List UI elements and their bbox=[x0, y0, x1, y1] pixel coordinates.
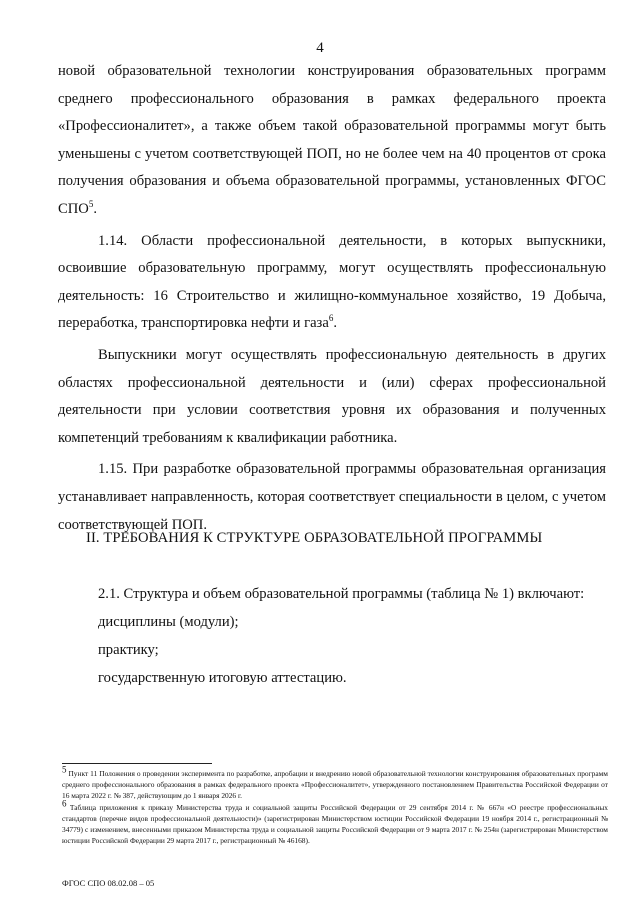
paragraph-1-15: 1.15. При разработке образовательной программы образовательная организация устанавливает направленность, которая соответствует специальности в целом, с учетом соответствующей ПОП. bbox=[58, 461, 606, 533]
paragraph-text: 1.14. Области профессиональной деятельности, в которых выпускники, освоившие образовательную программу, могут осуществлять профессиональную деятельность: 16 Строительство и жилищно-коммунальное хозяйство, 19 Добыча, переработка, транспортировка нефти и газа bbox=[58, 232, 606, 332]
list-item: государственную итоговую аттестацию. bbox=[98, 670, 347, 686]
footnote-ref-5: 5 bbox=[88, 199, 94, 210]
paragraph-1-14: 1.14. Области профессиональной деятельности, в которых выпускники, освоившие образовательную программу, могут осуществлять профессиональную деятельность: 16 Строительство и жилищно-коммунальное хозяйство, 19 Добыча, переработка, транспортировка нефти и газа$^6$. bbox=[58, 232, 606, 332]
structure-list bbox=[98, 580, 618, 692]
section-heading: II. ТРЕБОВАНИЯ К СТРУКТУРЕ ОБРАЗОВАТЕЛЬНОЙ ПРОГРАММЫ bbox=[86, 530, 543, 546]
list-item: дисциплины (модули); bbox=[98, 614, 239, 630]
list-intro: 2.1. Структура и объем образовательной программы (таблица № 1) включают: bbox=[98, 586, 585, 602]
paragraph-graduates: Выпускники могут осуществлять профессиональную деятельность в других областях профессиональной деятельности и (или) сферах профессиональной деятельности при условии соответствия уровня их образования и полученных компетенций требованиям к квалификации работника. bbox=[58, 346, 606, 446]
footnote-text: Таблица приложения к приказу Министерства труда и социальной защиты Российской Федерации от 29 сентября 2014 г. № 667н «О реестре профессиональных стандартов (перечне видов профессиональной деятельности)» (зарегистрирован Министерством юстиции Российской Федерации 19 ноября 2014 г., регистрационный № 34779) с изменением, внесенными приказом Министерства труда и социальной защиты Российской Федерации от 9 марта 2017 г. № 254н (зарегистрирован Министерством юстиции Российской Федерации 29 марта 2017 г., регистрационный № 46168). bbox=[62, 803, 608, 845]
footnote-mark: 6 bbox=[62, 798, 67, 809]
footer-code: ФГОС СПО 08.02.08 – 05 bbox=[62, 878, 155, 888]
body-text bbox=[58, 58, 606, 539]
list-item: практику; bbox=[98, 642, 159, 658]
footnotes bbox=[62, 764, 608, 847]
footnote-text: Пункт 11 Положения о проведении эксперимента по разработке, апробации и внедрению новой образовательной технологии конструирования образовательных программ среднего профессионального образования в рамках федерального проекта «Профессионалитет», утвержденного постановлением Правительства Российской Федерации от 16 марта 2022 г. № 387, действующим до 1 января 2026 г. bbox=[62, 769, 608, 800]
footnote-ref-6: 6 bbox=[328, 313, 334, 324]
paragraph-text: новой образовательной технологии конструирования образовательных программ среднего профессионального образования в рамках федерального проекта «Профессионалитет», а также объем такой образовательной программы могут быть уменьшены с учетом соответствующей ПОП, но не более чем на 40 процентов от срока получения образования и объема образовательной программы, установленных ФГОС СПО bbox=[58, 63, 606, 217]
page-number: 4 bbox=[316, 40, 324, 56]
footnote-5 bbox=[62, 764, 608, 801]
footnote-mark: 5 bbox=[62, 764, 67, 775]
footnote-divider bbox=[62, 763, 212, 764]
paragraph-continuation: новой образовательной технологии конструирования образовательных программ среднего профессионального образования в рамках федерального проекта «Профессионалитет», а также объем такой образовательной программы могут быть уменьшены с учетом соответствующей ПОП, но не более чем на 40 процентов от срока получения образования и объема образовательной программы, установленных ФГОС СПО$^5$. bbox=[58, 63, 606, 217]
footnote-6 bbox=[62, 798, 608, 846]
